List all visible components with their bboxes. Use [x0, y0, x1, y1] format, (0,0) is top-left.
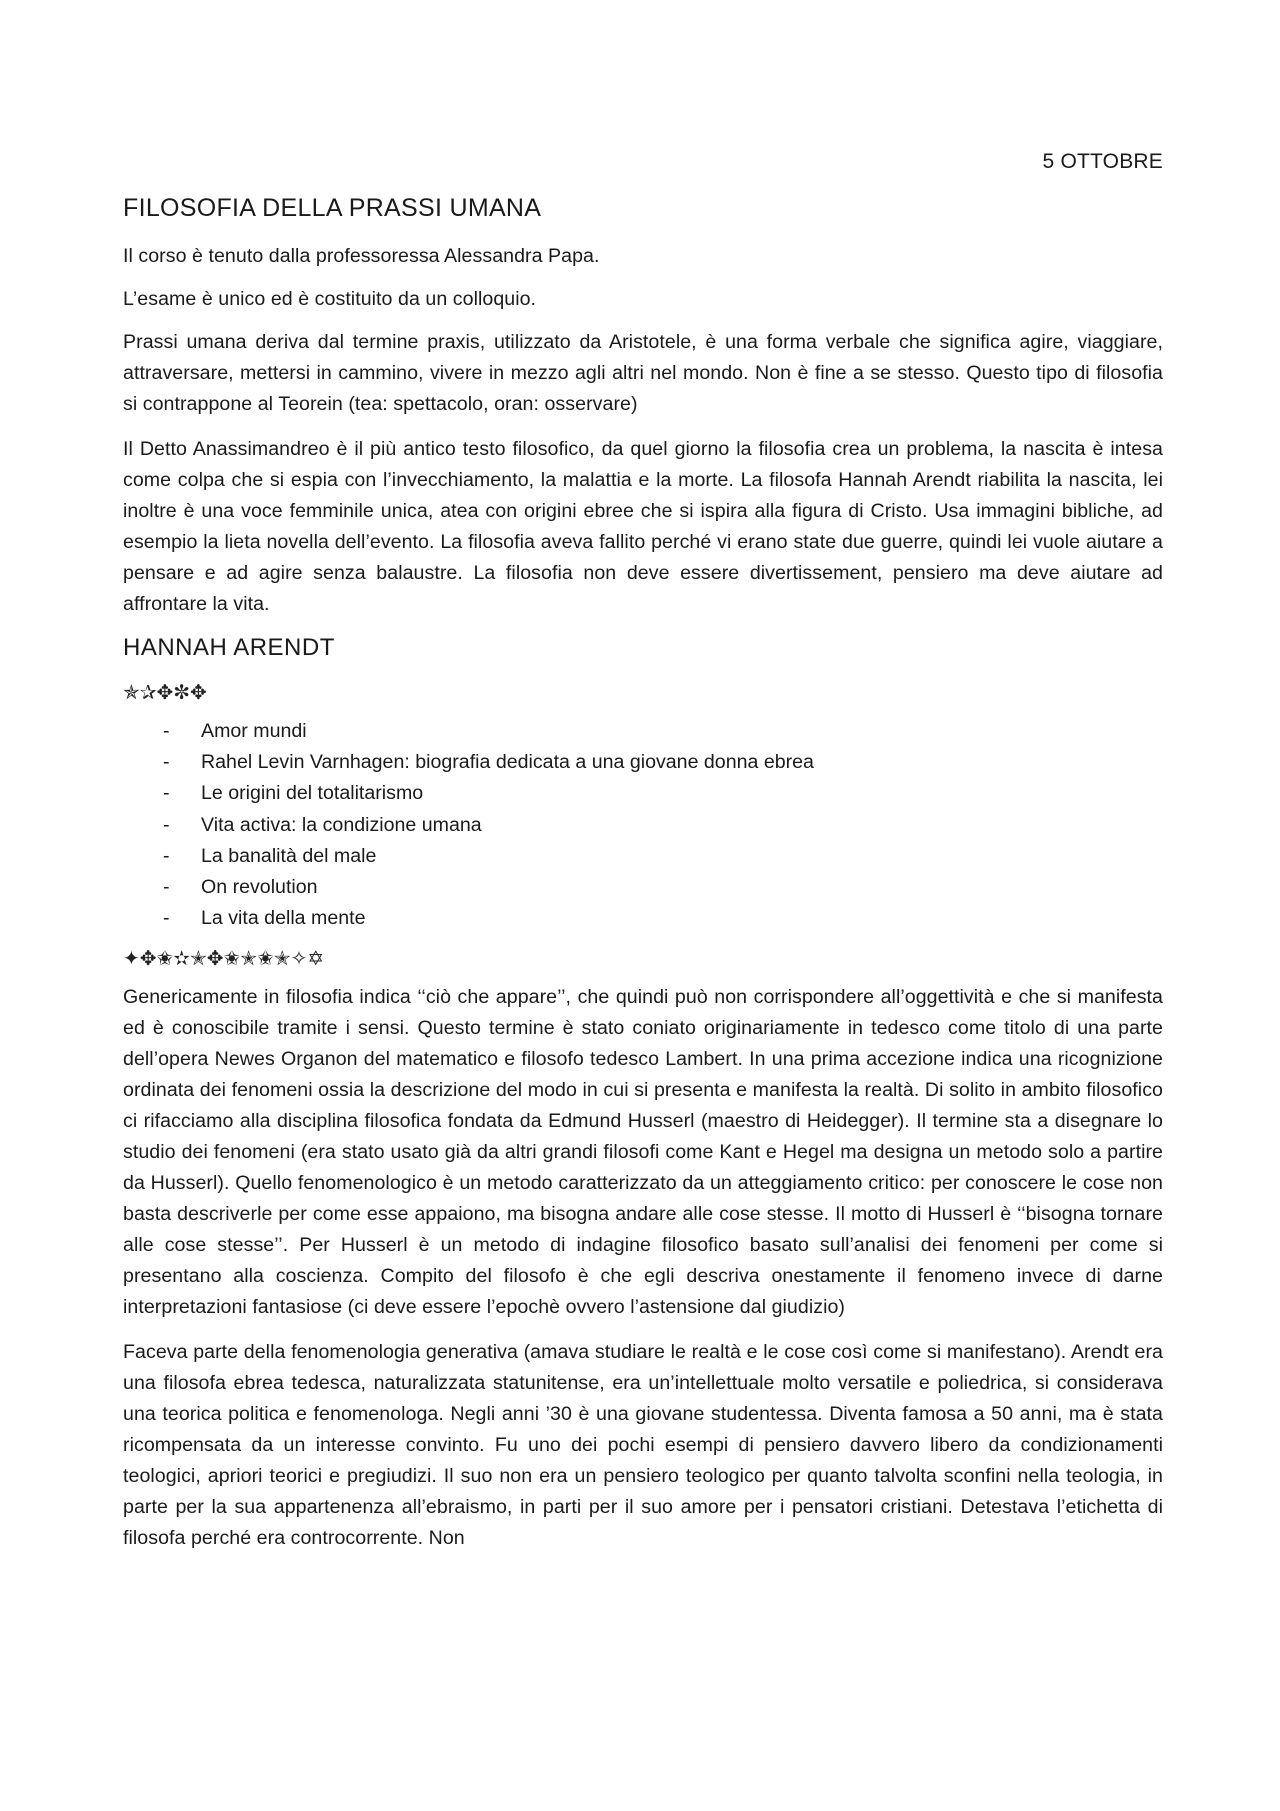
list-item: [123, 747, 1163, 778]
date-header: 5 OTTOBRE: [1042, 150, 1163, 173]
list-item-text: On revolution: [201, 876, 318, 899]
decorative-symbols-2: ✦✥✬✫✭✥✬✭✬✭✧✡: [123, 946, 325, 971]
section-heading-arendt: HANNAH ARENDT: [123, 634, 335, 661]
decorative-symbols-1: ✯✰✥✼✥: [123, 680, 207, 704]
paragraph-course-teacher: Il corso è tenuto dalla professoressa Alessandra Papa.: [123, 245, 600, 267]
list-dash: -: [163, 876, 170, 899]
paragraph-praxis: Prassi umana deriva dal termine praxis, utilizzato da Aristotele, è una forma verbale che significa agire, viaggiare, attraversare, mettersi in cammino, vivere in mezzo agli altri nel mondo. Non è fine a se stesso. Questo tipo di filosofia si contrappone al Teorein (tea: spettacolo, oran: osservare): [123, 331, 1163, 415]
list-item-text: Vita activa: la condizione umana: [201, 813, 482, 836]
list-item: [123, 841, 1163, 872]
list-item: [123, 872, 1163, 903]
list-item-text: Amor mundi: [201, 720, 307, 742]
works-list: [123, 716, 1163, 934]
list-item: [123, 778, 1163, 809]
list-item-text: Le origini del totalitarismo: [201, 782, 424, 805]
list-dash: -: [163, 813, 170, 836]
paragraph-exam: L’esame è unico ed è costituito da un colloquio.: [123, 288, 537, 310]
list-item: [123, 810, 1163, 841]
document-title: FILOSOFIA DELLA PRASSI UMANA: [123, 194, 542, 222]
document-page: [123, 150, 1163, 1568]
list-item: [123, 903, 1163, 934]
list-dash: -: [163, 844, 170, 867]
list-item-text: Rahel Levin Varnhagen: biografia dedicata a una giovane donna ebrea: [201, 751, 814, 774]
list-item-text: La vita della mente: [201, 907, 366, 930]
paragraph-phenomenology: Genericamente in filosofia indica ‘‘ciò che appare’’, che quindi può non corrispondere all’oggettività e che si manifesta ed è conoscibile tramite i sensi. Questo termine è stato coniato originariamente in tedesco come titolo di una parte dell’opera Newes Organon del matematico e filosofo tedesco Lambert. In una prima accezione indica una ricognizione ordinata dei fenomeni ossia la descrizione del modo in cui si presenta e manifesta la realtà. Di solito in ambito filosofico ci rifacciamo alla disciplina filosofica fondata da Edmund Husserl (maestro di Heidegger). Il termine sta a disegnare lo studio dei fenomeni (era stato usato già da altri grandi filosofi come Kant e Hegel ma designa un metodo solo a partire da Husserl). Quello fenomenologico è un metodo caratterizzato da un atteggiamento critico: per conoscere le cose non basta descriverle per come esse appaiono, ma bisogna andare alle cose stesse. Il motto di Husserl è ‘‘bisogna tornare alle cose stesse’’. Per Husserl è un metodo di indagine filosofico basato sull’analisi dei fenomeni per come si presentano alla coscienza. Compito del filosofo è che egli descriva onestamente il fenomeno invece di darne interpretazioni fantasiose (ci deve essere l’epochè ovvero l’astensione dal giudizio): [123, 986, 1163, 1319]
list-item-text: La banalità del male: [201, 844, 377, 867]
list-dash: -: [163, 782, 170, 805]
list-item: [123, 716, 1163, 747]
paragraph-anassimandro: Il Detto Anassimandreo è il più antico testo filosofico, da quel giorno la filosofia crea un problema, la nascita è intesa come colpa che si espia con l’invecchiamento, la malattia e la morte. La filosofa Hannah Arendt riabilita la nascita, lei inoltre è una voce femminile unica, atea con origini ebree che si ispira alla figura di Cristo. Usa immagini bibliche, ad esempio la lieta novella dell’evento. La filosofia aveva fallito perché vi erano state due guerre, quindi lei vuole aiutare a pensare e ad agire senza balaustre. La filosofia non deve essere divertissement, pensiero ma deve aiutare ad affrontare la vita.: [123, 438, 1163, 615]
paragraph-arendt-bio: Faceva parte della fenomenologia generativa (amava studiare le realtà e le cose così come si manifestano). Arendt era una filosofa ebrea tedesca, naturalizzata statunitense, era un’intellettuale molto versatile e poliedrica, si considerava una teorica politica e fenomenologa. Negli anni ’30 è una giovane studentessa. Diventa famosa a 50 anni, ma è stata ricompensata da un interesse convinto. Fu uno dei pochi esempi di pensiero davvero libero da condizionamenti teologici, apriori teorici e pregiudizi. Il suo non era un pensiero teologico per quanto talvolta sconfini nella teologia, in parte per la sua appartenenza all’ebraismo, in parti per il suo amore per i pensatori cristiani. Detestava l’etichetta di filosofa perché era controcorrente. Non: [123, 1341, 1163, 1550]
list-dash: -: [163, 907, 170, 930]
list-dash: -: [163, 751, 170, 774]
list-dash: -: [163, 720, 170, 742]
